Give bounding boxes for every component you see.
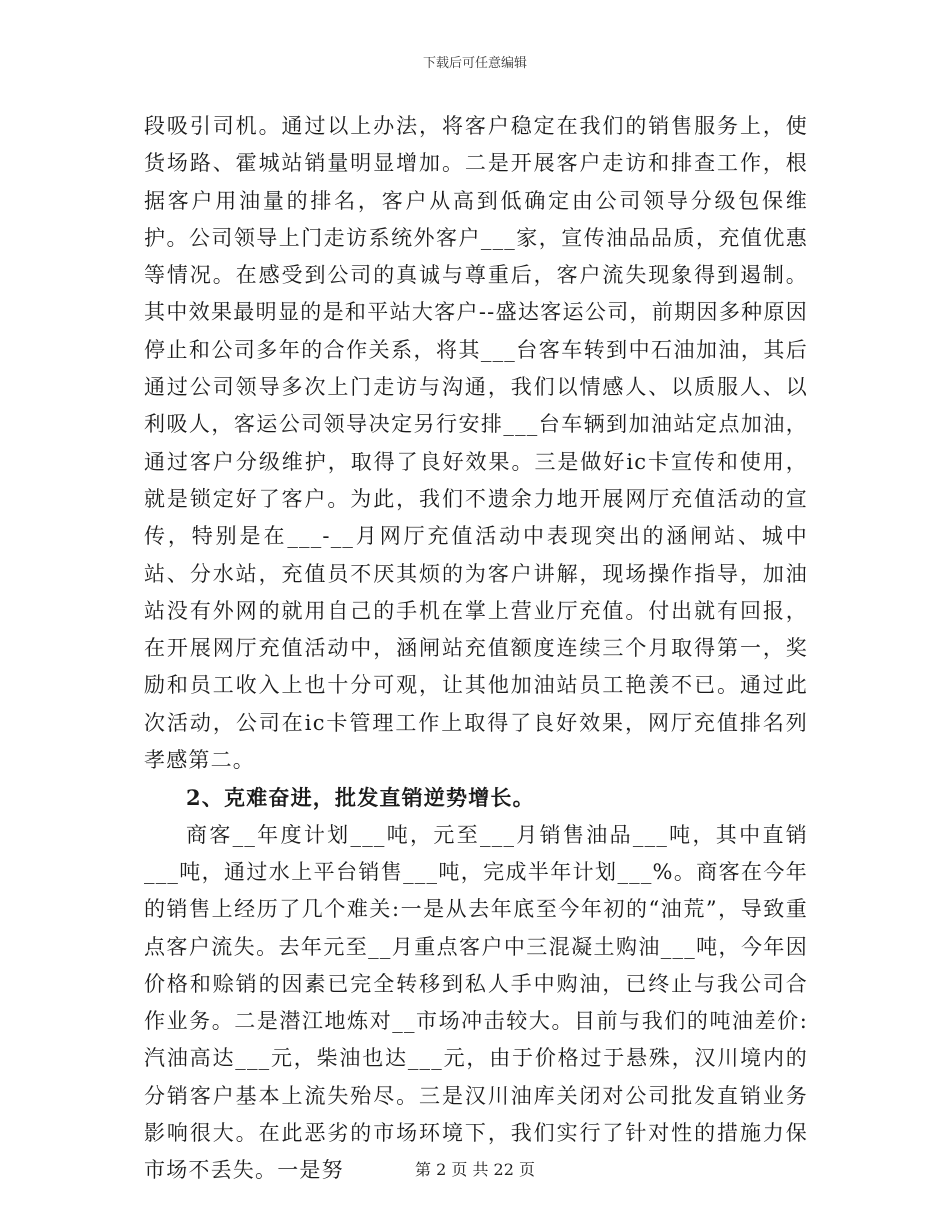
page-footer: 第 2 页 共 22 页	[415, 1160, 535, 1179]
page-header: 下载后可任意编辑	[422, 56, 527, 71]
paragraph: 商客__年度计划___吨，元至___月销售油品___吨，其中直销___吨，通过水上平台销售___吨，完成半年计划___%。商客在今年的销售上经历了几个难关:一是从去年底至今年初的“油荒”，导致重点客户流失。去年元至__月重点客户中三混凝土购油___吨，今年因价格和赊销的因素已完全转移到私人手中购油，已终止与我公司合作业务。二是潜江地炼对__市场冲击较大。目前与我们的吨油差价:汽油高达___元，柴油也达___元，由于价格过于悬殊，汉川境内的分销客户基本上流失殆尽。三是汉川油库关闭对公司批发直销业务影响很大。在此恶劣的市场环境下，我们实行了针对性的措施力保市场不丢失。一是努	[144, 822, 808, 1183]
document-body	[144, 108, 808, 1190]
paragraph-continued: 段吸引司机。通过以上办法，将客户稳定在我们的销售服务上，使货场路、霍城站销量明显增加。二是开展客户走访和排查工作，根据客户用油量的排名，客户从高到低确定由公司领导分级包保维护。公司领导上门走访系统外客户___家，宣传油品品质，充值优惠等情况。在感受到公司的真诚与尊重后，客户流失现象得到遏制。其中效果最明显的是和平站大客户--盛达客运公司，前期因多种原因停止和公司多年的合作关系，将其___台客车转到中石油加油，其后通过公司领导多次上门走访与沟通，我们以情感人、以质服人、以利吸人，客运公司领导决定另行安排___台车辆到加油站定点加油，通过客户分级维护，取得了良好效果。三是做好ic卡宣传和使用，就是锁定好了客户。为此，我们不遗余力地开展网厅充值活动的宣传，特别是在___-__月网厅充值活动中表现突出的涵闸站、城中站、分水站，充值员不厌其烦的为客户讲解，现场操作指导，加油站没有外网的就用自己的手机在掌上营业厅充值。付出就有回报，在开展网厅充值活动中，涵闸站充值额度连续三个月取得第一，奖励和员工收入上也十分可观，让其他加油站员工艳羡不已。通过此次活动，公司在ic卡管理工作上取得了良好效果，网厅充值排名列孝感第二。	[144, 114, 808, 773]
section-heading: 2、克难奋进，批发直销逆势增长。	[186, 785, 535, 811]
